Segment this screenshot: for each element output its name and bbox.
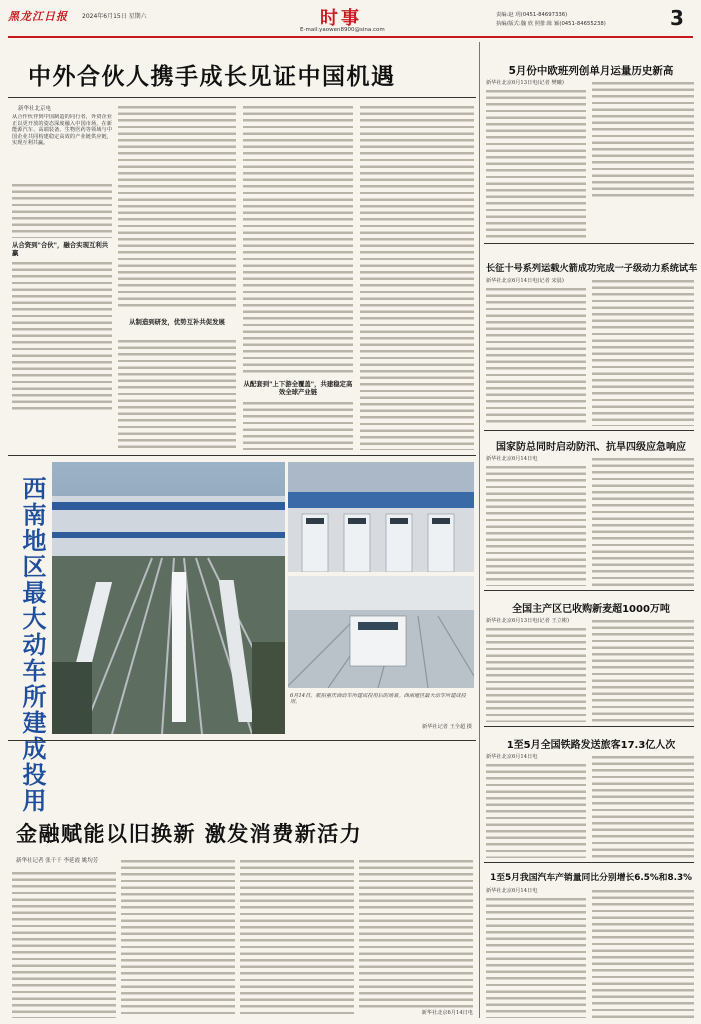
right3-text-left	[486, 464, 586, 586]
editor-line-2: 执编/版式:魏 欣 照排:陈 颖(0451-84655238)	[496, 21, 606, 27]
feature-divider	[8, 455, 476, 456]
right5-byline: 新华社北京6月14日电	[486, 754, 538, 760]
right4-divider	[484, 726, 694, 727]
masthead	[0, 0, 701, 38]
right5-divider	[484, 862, 694, 863]
right3-byline: 新华社北京6月14日电	[486, 456, 538, 462]
right4-text-right	[592, 618, 694, 722]
right5-text-left	[486, 762, 586, 858]
lead-subhead-3: 从配套到"上下游全覆盖"，共建稳定高效全球产业链	[243, 380, 353, 396]
lead-col3-text	[243, 104, 353, 376]
lead-subhead-1: 从合资到"合伙"，融合实现互利共赢	[12, 241, 109, 257]
masthead-rule	[8, 36, 693, 38]
bottom-col1-text	[12, 870, 116, 1018]
right2-text-left	[486, 286, 586, 426]
right3-divider	[484, 590, 694, 591]
right2-byline: 新华社北京6月14日电(记者 宋晨)	[486, 278, 564, 284]
section-email: E-mail:yaowen8900@sina.com	[300, 27, 385, 33]
right1-divider	[484, 243, 694, 244]
feature-credit: 新华社记者 王全超 摄	[422, 724, 472, 730]
paper-logo: 黑龙江日报	[8, 10, 68, 23]
right1-byline: 新华社北京6月13日电(记者 樊曦)	[486, 80, 564, 86]
depot-photo-large	[52, 462, 285, 734]
right5-text-right	[592, 754, 694, 858]
feature-caption: 6月14日，航拍重庆西动车所建成投用后的场景。西南地区最大动车所建成投用。	[290, 693, 466, 706]
lead-intro: 从合作伙伴到中国制造的同行者，外资企业正以更开放的姿态深度融入中国市场，在新能源汽车、高端装备、生物医药等领域与中国企业共同构建稳定高效的产业链供应链，实现互利共赢。	[12, 114, 112, 147]
lead-byline: 新华社北京电	[18, 106, 52, 112]
right4-text-left	[486, 626, 586, 722]
lead-subhead-2: 从制造到研发，优势互补共促发展	[129, 318, 225, 326]
column-divider	[479, 42, 480, 1018]
right3-headline: 国家防总同时启动防汛、抗旱四级应急响应	[496, 442, 686, 453]
page-number: 3	[670, 6, 684, 30]
right1-text-right	[592, 80, 694, 200]
lead-col4-text	[360, 104, 474, 450]
right2-divider	[484, 430, 694, 431]
bottom-col3-text	[240, 858, 354, 1018]
right6-byline: 新华社北京6月14日电	[486, 888, 538, 894]
lead-col3-text-2	[243, 400, 353, 450]
bottom-col2-text	[121, 858, 235, 1018]
feature-bottom-divider	[8, 740, 476, 741]
right6-text-left	[486, 896, 586, 1018]
right2-text-right	[592, 278, 694, 426]
lead-col1-text-2	[12, 260, 112, 410]
feature-vertical-title: 西南地区最大动车所建成投用	[18, 476, 46, 814]
bottom-col4-text	[359, 858, 473, 1008]
right3-text-right	[592, 456, 694, 586]
bottom-closing: 新华社北京6月14日电	[421, 1010, 473, 1016]
issue-date: 2024年6月15日 星期六	[82, 13, 147, 20]
lead-divider	[8, 97, 476, 98]
right1-text-left	[486, 88, 586, 240]
depot-photo-small-2	[288, 576, 474, 688]
right6-headline: 1至5月我国汽车产销量同比分别增长6.5%和8.3%	[490, 873, 692, 883]
right5-headline: 1至5月全国铁路发送旅客17.3亿人次	[506, 740, 676, 751]
depot-photo-small-1	[288, 462, 474, 572]
bottom-headline: 金融赋能以旧换新 激发消费新活力	[16, 822, 363, 846]
lead-headline: 中外合伙人携手成长见证中国机遇	[28, 64, 396, 90]
editor-line-1: 责编:赵 玥(0451-84697336)	[496, 12, 568, 18]
lead-col2-text	[118, 104, 236, 310]
bottom-byline: 新华社记者 张千千 李延霞 姚均芳	[16, 858, 99, 864]
right4-byline: 新华社北京6月13日电(记者 王立彬)	[486, 618, 570, 624]
right2-headline: 长征十号系列运载火箭成功完成一子级动力系统试车	[486, 263, 698, 274]
right4-headline: 全国主产区已收购新麦超1000万吨	[512, 604, 670, 615]
lead-col2-text-2	[118, 338, 236, 450]
right1-headline: 5月份中欧班列创单月运量历史新高	[508, 65, 674, 77]
lead-col1-text	[12, 182, 112, 238]
right6-text-right	[592, 888, 694, 1018]
section-title: 时事	[320, 8, 362, 29]
